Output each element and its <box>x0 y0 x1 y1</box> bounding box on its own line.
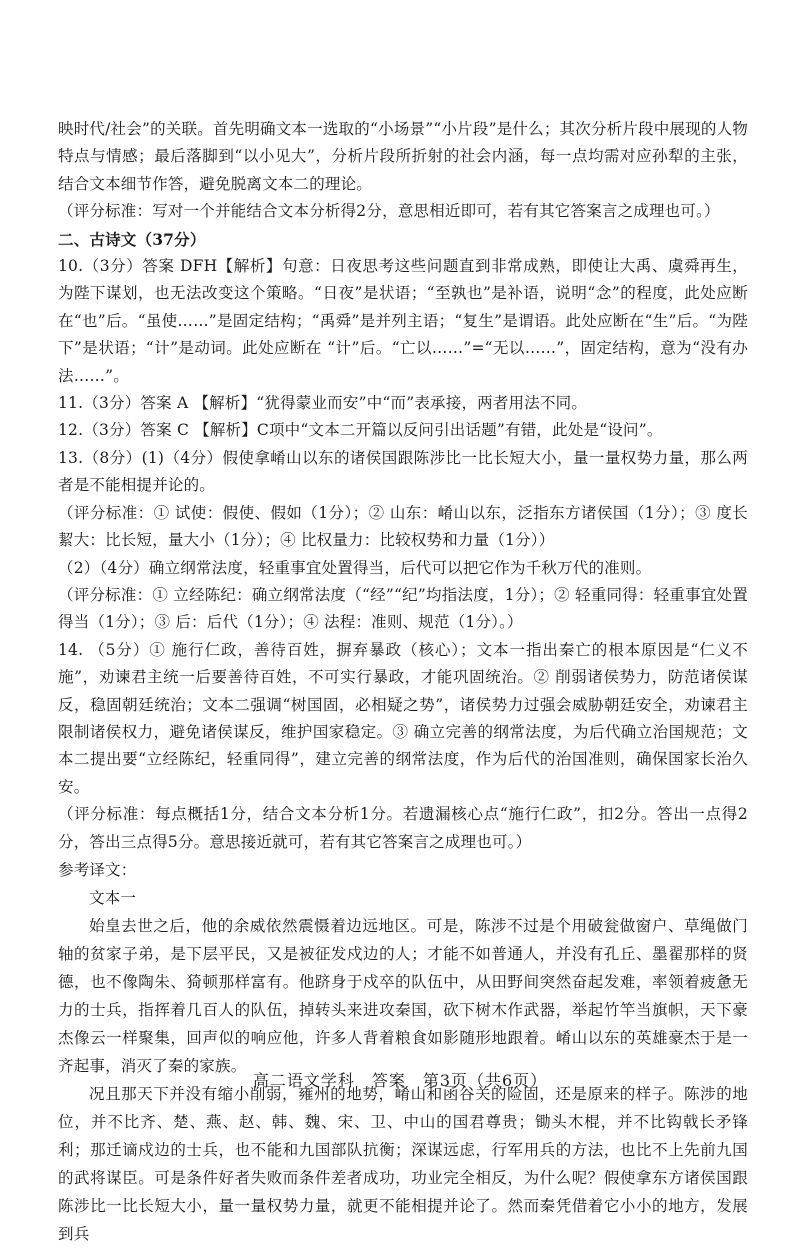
question-13-part2: （2）（4分）确立纲常法度，轻重事宜处置得当，后代可以把它作为千秋万代的准则。 <box>58 558 652 577</box>
question-10-answer: 10.（3分）答案 DFH【解析】句意：日夜思考这些问题直到非常成熟，即使让大禹、虞舜再生，为陛下谋划，也无法改变这个策略。“日夜”是状语；“至孰也”是补语，说明“念”的程度，此处应断在“也”后。“虽使……”是固定结构；“禹舜”是并列主语；“复生”是谓语。此处应断在“生”后。“为陛下”是状语；“计”是动词。此处应断在 “计”后。“亡以……”=“无以……”，固定结构，意为“没有办法……”。 <box>58 257 748 385</box>
section-title: 二、古诗文（37分） <box>58 229 206 249</box>
intro-scoring: （评分标准：写对一个并能结合文本分析得2分，意思相近即可，若有其它答案言之成理也可。） <box>58 202 720 221</box>
question-11-answer: 11.（3分）答案 A 【解析】“犹得蒙业而安”中“而”表承接，两者用法不同。 <box>58 394 588 413</box>
reference-translation <box>58 856 748 1248</box>
question-13-part2-scoring: （评分标准：① 立经陈纪：确立纲常法度（“经”“纪”均指法度，1分）；② 轻重同得：轻重事宜处置得当（1分）；③ 后：后代（1分）；④ 法程：准则、规范（1分）。） <box>58 585 748 632</box>
text1-title: 文本一 <box>89 888 137 907</box>
translation-paragraph-2: 况且那天下并没有缩小削弱，雍州的地势，崤山和函谷关的险固，还是原来的样子。陈涉的地位，并不比齐、楚、燕、赵、韩、魏、宋、卫、中山的国君尊贵；锄头木棍，并不比钩戟长矛锋利；那迁谪戍边的士兵，也不能和九国部队抗衡；深谋远虑，行军用兵的方法，也比不上先前九国的武将谋臣。可是条件好者失败而条件差者成功，功业完全相反，为什么呢？假使拿东方诸侯国跟陈涉比一比长短大小，量一量权势力量，就更不能相提并论了。然而秦凭借着它小小的地方，发展到兵 <box>58 1084 748 1243</box>
question-12-answer: 12.（3分）答案 C 【解析】C项中“文本二开篇以反问引出话题”有错，此处是“设问”。 <box>58 421 663 440</box>
page-footer: 高二语文学科 答案 第3页（共6页） <box>252 1071 548 1090</box>
question-14-answer: 14. （5分）① 施行仁政，善待百姓，摒弃暴政（核心）；文本一指出秦亡的根本原因是“仁义不施”，劝谏君主统一后要善待百姓，不可实行暴政，才能巩固统治。② 削弱诸侯势力，防范诸侯谋反，稳固朝廷统治；文本二强调“树国固，必相疑之势”，诸侯势力过强会威胁朝廷安全，劝谏君主限制诸侯权力，避免诸侯谋反，维护国家稳定。③ 确立完善的纲常法度，为后代确立治国规范；文本二提出要“立经陈纪，轻重同得”，建立完善的纲常法度，作为后代的治国准则，确保国家长治久安。 <box>58 640 748 796</box>
intro-paragraph: 映时代/社会”的关联。首先明确文本一选取的“小场景”“小片段”是什么；其次分析片段中展现的人物特点与情感；最后落脚到“以小见大”，分析片段所折射的社会内涵，每一点均需对应孙犁的主张，结合文本细节作答，避免脱离文本二的理论。 <box>58 120 748 193</box>
question-14-scoring: （评分标准：每点概括1分，结合文本分析1分。若遗漏核心点“施行仁政”，扣2分。答出一点得2分，答出三点得5分。意思接近就可，若有其它答案言之成理也可。） <box>58 805 748 851</box>
question-13-part1-scoring: （评分标准：① 试使：假使、假如（1分）；② 山东：崤山以东，泛指东方诸侯国（1分）；③ 度长絜大：比长短，量大小（1分）；④ 比权量力：比较权势和力量（1分）） <box>58 503 748 550</box>
translation-paragraph-1: 始皇去世之后，他的余威依然震慑着边远地区。可是，陈涉不过是个用破瓮做窗户、草绳做门轴的贫家子弟，是下层平民，又是被征发戍边的人；才能不如普通人，并没有孔丘、墨翟那样的贤德，也不像陶朱、猗顿那样富有。他跻身于戍卒的队伍中，从田野间突然奋起发难，率领着疲惫无力的士兵，指挥着几百人的队伍，掉转头来进攻秦国，砍下树木作武器，举起竹竿当旗帜，天下豪杰像云一样聚集，回声似的响应他，许多人背着粮食如影随形地跟着。崤山以东的英雄豪杰于是一齐起事，消灭了秦的家族。 <box>58 916 748 1075</box>
question-13-part1: 13.（8分）(1)（4分）假使拿崤山以东的诸侯国跟陈涉比一比长短大小，量一量权势力量，那么两者是不能相提并论的。 <box>58 448 748 495</box>
translation-label: 参考译文： <box>58 860 137 879</box>
